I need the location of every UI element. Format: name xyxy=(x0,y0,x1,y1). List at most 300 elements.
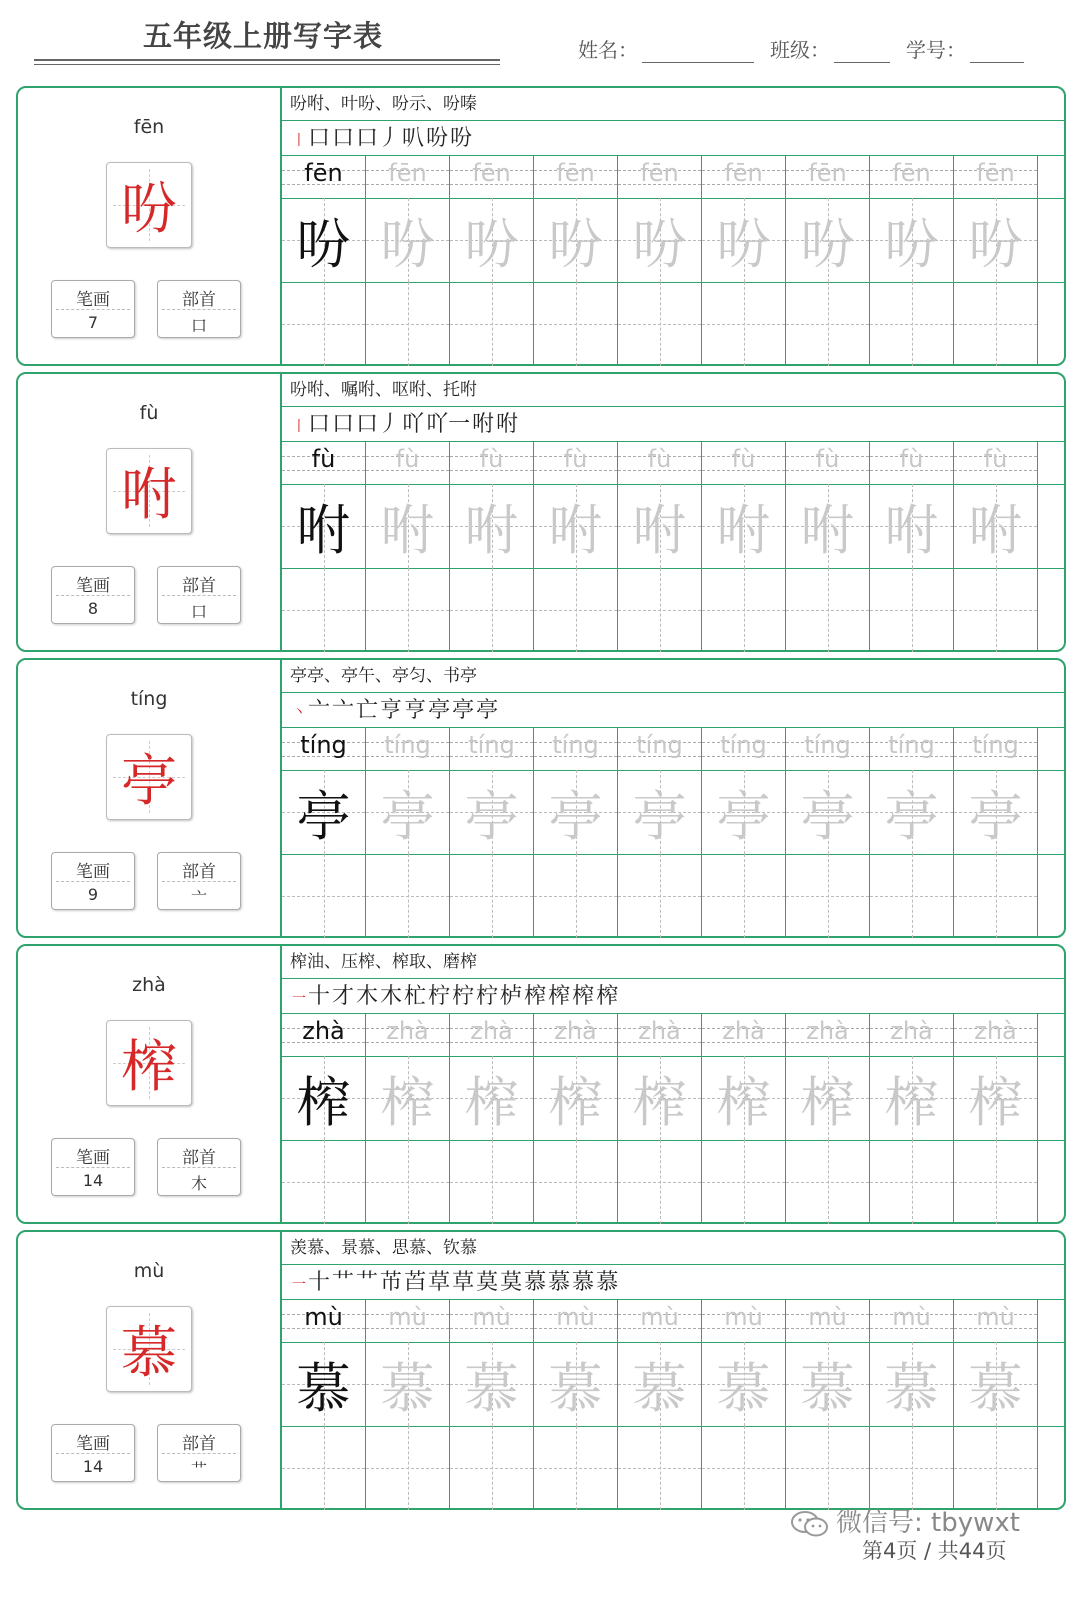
blank-cell[interactable] xyxy=(450,282,534,366)
character-cell[interactable] xyxy=(702,1056,786,1140)
pinyin-cell[interactable] xyxy=(618,728,702,770)
character-cell[interactable] xyxy=(282,1342,366,1426)
blank-cell[interactable] xyxy=(702,854,786,938)
blank-cell[interactable] xyxy=(366,1140,450,1224)
blank-cell[interactable] xyxy=(366,1426,450,1510)
character-cell[interactable] xyxy=(954,1056,1038,1140)
stroke-step: 吖一 xyxy=(426,412,471,437)
pinyin-cell[interactable] xyxy=(954,442,1038,484)
character-trace: 吩 xyxy=(380,212,435,276)
stroke-step: 口 xyxy=(332,412,355,437)
character-cell[interactable] xyxy=(618,484,702,568)
stroke-step: 亭 xyxy=(476,698,499,723)
pinyin-cell[interactable] xyxy=(450,1300,534,1342)
stroke-order-row xyxy=(282,1265,1064,1300)
stroke-step: 十 xyxy=(308,1270,331,1295)
blank-cell[interactable] xyxy=(282,854,366,938)
pinyin-cell[interactable] xyxy=(954,156,1038,198)
pinyin-trace: fù xyxy=(563,445,588,473)
name-blank[interactable] xyxy=(642,42,754,63)
character-cell[interactable] xyxy=(534,770,618,854)
character-glyph: 咐 xyxy=(121,463,177,528)
stroke-step: 杧 xyxy=(404,984,427,1009)
practice-grid xyxy=(282,156,1064,366)
character-cell[interactable] xyxy=(534,1056,618,1140)
pinyin-cell[interactable] xyxy=(870,1300,954,1342)
character-display-box xyxy=(106,448,192,534)
character-cell[interactable] xyxy=(954,770,1038,854)
character-trace: 榨 xyxy=(716,1070,771,1134)
character-cell[interactable] xyxy=(954,484,1038,568)
pinyin-trace: fù xyxy=(899,445,924,473)
character-trace: 咐 xyxy=(548,498,603,562)
pinyin-model: fù xyxy=(311,445,336,473)
blank-cell[interactable] xyxy=(954,1140,1038,1224)
character-cell[interactable] xyxy=(366,770,450,854)
pinyin-trace: tíng xyxy=(720,731,767,759)
character-cell[interactable] xyxy=(450,198,534,282)
pinyin-trace: mù xyxy=(808,1303,847,1331)
blank-cell[interactable] xyxy=(450,1140,534,1224)
pinyin-trace: fēn xyxy=(724,159,763,187)
radical-label: 部首 xyxy=(182,290,216,310)
pinyin-cell[interactable] xyxy=(702,1300,786,1342)
pinyin-cell[interactable] xyxy=(534,442,618,484)
example-words: 吩咐、叶吩、吩示、吩嗪 xyxy=(282,88,1064,121)
pinyin-cell[interactable] xyxy=(366,156,450,198)
character-pinyin: mù xyxy=(133,1260,165,1282)
pinyin-cell[interactable] xyxy=(366,728,450,770)
character-cell[interactable] xyxy=(870,1342,954,1426)
pinyin-cell[interactable] xyxy=(618,1300,702,1342)
character-practice-row xyxy=(282,198,1064,283)
pinyin-cell[interactable] xyxy=(870,1014,954,1056)
pinyin-cell[interactable] xyxy=(618,156,702,198)
pinyin-trace: fēn xyxy=(892,159,931,187)
blank-cell[interactable] xyxy=(366,568,450,652)
character-cell[interactable] xyxy=(786,1342,870,1426)
character-cell[interactable] xyxy=(450,770,534,854)
practice-grid xyxy=(282,1014,1064,1224)
blank-cell[interactable] xyxy=(618,1426,702,1510)
radical-label: 部首 xyxy=(182,1148,216,1168)
character-model: 慕 xyxy=(296,1356,351,1420)
pinyin-cell[interactable] xyxy=(870,156,954,198)
character-cell[interactable] xyxy=(702,198,786,282)
pinyin-trace: tíng xyxy=(552,731,599,759)
stroke-step: 慕 xyxy=(572,1270,595,1295)
student-id-blank[interactable] xyxy=(970,42,1024,63)
blank-cell[interactable] xyxy=(954,854,1038,938)
stroke-step: 木 xyxy=(356,984,379,1009)
pinyin-trace: tíng xyxy=(888,731,935,759)
pinyin-cell[interactable] xyxy=(282,728,366,770)
character-trace: 亭 xyxy=(800,784,855,848)
pinyin-trace: zhà xyxy=(722,1017,765,1045)
character-cell[interactable] xyxy=(702,1342,786,1426)
character-trace: 榨 xyxy=(800,1070,855,1134)
pinyin-trace: mù xyxy=(892,1303,931,1331)
stroke-step: 草 xyxy=(428,1270,451,1295)
practice-area xyxy=(282,374,1064,650)
student-id-field[interactable] xyxy=(906,34,1024,63)
blank-cell[interactable] xyxy=(702,1140,786,1224)
stroke-step: 榨 xyxy=(524,984,547,1009)
character-cell[interactable] xyxy=(282,484,366,568)
pinyin-trace: fù xyxy=(731,445,756,473)
character-pinyin: tíng xyxy=(130,688,168,710)
character-trace: 咐 xyxy=(800,498,855,562)
blank-cell[interactable] xyxy=(702,568,786,652)
blank-cell[interactable] xyxy=(366,282,450,366)
character-cell[interactable] xyxy=(618,1342,702,1426)
character-cell[interactable] xyxy=(786,484,870,568)
character-cell[interactable] xyxy=(870,770,954,854)
blank-cell[interactable] xyxy=(702,1426,786,1510)
pinyin-cell[interactable] xyxy=(450,442,534,484)
pinyin-cell[interactable] xyxy=(534,1014,618,1056)
stroke-count-value: 14 xyxy=(82,1457,104,1476)
class-field[interactable] xyxy=(770,34,890,63)
class-label: 班级： xyxy=(770,38,830,62)
class-blank[interactable] xyxy=(834,42,890,63)
pinyin-model: fēn xyxy=(304,159,343,187)
blank-cell[interactable] xyxy=(618,282,702,366)
practice-grid xyxy=(282,442,1064,652)
pinyin-practice-row xyxy=(282,1300,1064,1343)
blank-cell[interactable] xyxy=(954,1426,1038,1510)
radical-value: 口 xyxy=(190,602,207,621)
stroke-step: 亡 xyxy=(356,698,379,723)
stroke-step: 亠 xyxy=(332,698,355,723)
pinyin-cell[interactable] xyxy=(618,1014,702,1056)
radical-label: 部首 xyxy=(182,576,216,596)
stroke-step: 苩 xyxy=(404,1270,427,1295)
stroke-step: 艹 xyxy=(356,1270,379,1295)
character-practice-row xyxy=(282,770,1064,855)
pinyin-cell[interactable] xyxy=(450,156,534,198)
radical-value: 木 xyxy=(190,1174,207,1193)
character-glyph: 榨 xyxy=(121,1035,177,1100)
character-trace: 榨 xyxy=(464,1070,519,1134)
practice-area xyxy=(282,1232,1064,1508)
pinyin-trace: fēn xyxy=(808,159,847,187)
pinyin-cell[interactable] xyxy=(702,728,786,770)
blank-cell[interactable] xyxy=(282,1140,366,1224)
pinyin-model: mù xyxy=(304,1303,343,1331)
blank-cell[interactable] xyxy=(870,1140,954,1224)
pinyin-cell[interactable] xyxy=(954,1014,1038,1056)
character-block xyxy=(16,372,1066,652)
character-trace: 慕 xyxy=(380,1356,435,1420)
character-cell[interactable] xyxy=(450,1342,534,1426)
pinyin-trace: zhà xyxy=(806,1017,849,1045)
character-trace: 慕 xyxy=(716,1356,771,1420)
blank-cell[interactable] xyxy=(954,282,1038,366)
pinyin-trace: zhà xyxy=(386,1017,429,1045)
stroke-step: 吖 xyxy=(402,412,425,437)
pinyin-cell[interactable] xyxy=(870,728,954,770)
character-cell[interactable] xyxy=(954,1342,1038,1426)
blank-cell[interactable] xyxy=(534,854,618,938)
pinyin-cell[interactable] xyxy=(534,728,618,770)
pinyin-trace: fù xyxy=(815,445,840,473)
character-trace: 慕 xyxy=(548,1356,603,1420)
pinyin-cell[interactable] xyxy=(954,728,1038,770)
blank-cell[interactable] xyxy=(618,854,702,938)
pinyin-cell[interactable] xyxy=(282,442,366,484)
stroke-count-label: 笔画 xyxy=(76,862,110,882)
stroke-step: 口丿 xyxy=(356,126,401,151)
stroke-step: 口 xyxy=(308,412,331,437)
character-display-box xyxy=(106,1020,192,1106)
pinyin-cell[interactable] xyxy=(534,156,618,198)
character-cell[interactable] xyxy=(786,1056,870,1140)
pinyin-trace: zhà xyxy=(554,1017,597,1045)
character-cell[interactable] xyxy=(870,484,954,568)
pinyin-cell[interactable] xyxy=(786,156,870,198)
stroke-order-row xyxy=(282,121,1064,156)
pinyin-trace: tíng xyxy=(804,731,851,759)
character-cell[interactable] xyxy=(450,484,534,568)
pinyin-trace: mù xyxy=(724,1303,763,1331)
pinyin-cell[interactable] xyxy=(366,1014,450,1056)
stroke-step: 柠 xyxy=(452,984,475,1009)
character-cell[interactable] xyxy=(618,198,702,282)
character-trace: 咐 xyxy=(968,498,1023,562)
stroke-step: 才 xyxy=(332,984,355,1009)
pinyin-cell[interactable] xyxy=(282,1014,366,1056)
blank-cell[interactable] xyxy=(786,282,870,366)
character-practice-row xyxy=(282,1056,1064,1141)
page-title: 五年级上册写字表 xyxy=(143,19,384,53)
stroke-order-row xyxy=(282,407,1064,442)
radical-box xyxy=(157,280,241,338)
blank-cell[interactable] xyxy=(870,854,954,938)
stroke-step: 慕 xyxy=(524,1270,547,1295)
stroke-step: 榨 xyxy=(596,984,619,1009)
blank-cell[interactable] xyxy=(366,854,450,938)
character-trace: 吩 xyxy=(632,212,687,276)
character-cell[interactable] xyxy=(954,198,1038,282)
blank-cell[interactable] xyxy=(702,282,786,366)
character-trace: 慕 xyxy=(632,1356,687,1420)
pinyin-cell[interactable] xyxy=(282,1300,366,1342)
character-block xyxy=(16,86,1066,366)
stroke-step: 叭 xyxy=(402,126,425,151)
character-pinyin: fēn xyxy=(133,116,165,138)
character-trace: 吩 xyxy=(800,212,855,276)
character-trace: 吩 xyxy=(884,212,939,276)
character-trace: 亭 xyxy=(548,784,603,848)
character-trace: 咐 xyxy=(632,498,687,562)
practice-area xyxy=(282,660,1064,936)
blank-cell[interactable] xyxy=(618,1140,702,1224)
blank-cell[interactable] xyxy=(954,568,1038,652)
stroke-step: 口 xyxy=(308,126,331,151)
stroke-count-value: 8 xyxy=(87,599,99,618)
character-cell[interactable] xyxy=(534,1342,618,1426)
stroke-step: 亭 xyxy=(428,698,451,723)
pinyin-cell[interactable] xyxy=(786,1300,870,1342)
character-cell[interactable] xyxy=(366,1342,450,1426)
stroke-step: 咐 xyxy=(472,412,495,437)
pinyin-practice-row xyxy=(282,442,1064,485)
page-number: 第4页 / 共44页 xyxy=(862,1539,1007,1563)
example-words: 榨油、压榨、榨取、磨榨 xyxy=(282,946,1064,979)
stroke-count-value: 7 xyxy=(87,313,99,332)
character-cell[interactable] xyxy=(786,198,870,282)
blank-cell[interactable] xyxy=(870,568,954,652)
pinyin-trace: zhà xyxy=(470,1017,513,1045)
pinyin-trace: fēn xyxy=(472,159,511,187)
stroke-step: 慕 xyxy=(548,1270,571,1295)
character-cell[interactable] xyxy=(366,484,450,568)
blank-cell[interactable] xyxy=(786,1426,870,1510)
title-underline xyxy=(34,59,500,61)
pinyin-trace: mù xyxy=(976,1303,1015,1331)
pinyin-cell[interactable] xyxy=(450,728,534,770)
character-info-panel xyxy=(18,946,280,1222)
stroke-count-value: 9 xyxy=(87,885,99,904)
character-trace: 吩 xyxy=(548,212,603,276)
stroke-count-box xyxy=(51,1424,135,1482)
character-model: 亭 xyxy=(296,784,351,848)
blank-cell[interactable] xyxy=(870,1426,954,1510)
blank-practice-row xyxy=(282,854,1064,938)
character-trace: 榨 xyxy=(884,1070,939,1134)
stroke-step: 亭 xyxy=(452,698,475,723)
pinyin-trace: fēn xyxy=(388,159,427,187)
character-cell[interactable] xyxy=(450,1056,534,1140)
name-label: 姓名： xyxy=(578,38,638,62)
pinyin-cell[interactable] xyxy=(954,1300,1038,1342)
pinyin-cell[interactable] xyxy=(366,442,450,484)
stroke-step: 吩 xyxy=(426,126,449,151)
pinyin-cell[interactable] xyxy=(366,1300,450,1342)
student-id-label: 学号： xyxy=(906,38,966,62)
character-glyph: 吩 xyxy=(121,177,177,242)
character-model: 吩 xyxy=(296,212,351,276)
blank-cell[interactable] xyxy=(450,568,534,652)
title-underline-thin xyxy=(34,64,500,65)
stroke-step: 丨 xyxy=(292,133,306,149)
character-trace: 慕 xyxy=(464,1356,519,1420)
character-info-panel xyxy=(18,1232,280,1508)
pinyin-cell[interactable] xyxy=(786,442,870,484)
practice-area xyxy=(282,88,1064,364)
blank-cell[interactable] xyxy=(534,282,618,366)
radical-box xyxy=(157,1424,241,1482)
blank-cell[interactable] xyxy=(450,854,534,938)
character-cell[interactable] xyxy=(870,1056,954,1140)
name-field[interactable] xyxy=(578,34,754,63)
stroke-step: 木 xyxy=(380,984,403,1009)
radical-box xyxy=(157,852,241,910)
blank-cell[interactable] xyxy=(282,1426,366,1510)
character-block xyxy=(16,658,1066,938)
stroke-count-box xyxy=(51,1138,135,1196)
character-cell[interactable] xyxy=(282,770,366,854)
stroke-count-label: 笔画 xyxy=(76,1148,110,1168)
blank-cell[interactable] xyxy=(786,568,870,652)
character-trace: 榨 xyxy=(380,1070,435,1134)
pinyin-trace: mù xyxy=(388,1303,427,1331)
pinyin-trace: tíng xyxy=(384,731,431,759)
pinyin-cell[interactable] xyxy=(870,442,954,484)
character-display-box xyxy=(106,162,192,248)
blank-cell[interactable] xyxy=(786,1140,870,1224)
pinyin-cell[interactable] xyxy=(282,156,366,198)
blank-cell[interactable] xyxy=(450,1426,534,1510)
character-cell[interactable] xyxy=(282,1056,366,1140)
character-block xyxy=(16,1230,1066,1510)
character-cell[interactable] xyxy=(534,198,618,282)
pinyin-trace: mù xyxy=(640,1303,679,1331)
pinyin-cell[interactable] xyxy=(534,1300,618,1342)
stroke-step: 丨 xyxy=(292,419,306,435)
pinyin-cell[interactable] xyxy=(450,1014,534,1056)
character-cell[interactable] xyxy=(534,484,618,568)
blank-cell[interactable] xyxy=(534,1140,618,1224)
stroke-step: 榨 xyxy=(548,984,571,1009)
blank-cell[interactable] xyxy=(534,568,618,652)
radical-box xyxy=(157,566,241,624)
pinyin-trace: tíng xyxy=(636,731,683,759)
character-trace: 慕 xyxy=(968,1356,1023,1420)
character-display-box xyxy=(106,734,192,820)
pinyin-cell[interactable] xyxy=(786,1014,870,1056)
blank-cell[interactable] xyxy=(870,282,954,366)
character-cell[interactable] xyxy=(366,198,450,282)
wechat-icon xyxy=(790,1510,830,1538)
pinyin-cell[interactable] xyxy=(702,442,786,484)
character-trace: 吩 xyxy=(716,212,771,276)
example-words: 吩咐、嘱咐、呕咐、托咐 xyxy=(282,374,1064,407)
pinyin-cell[interactable] xyxy=(702,1014,786,1056)
character-cell[interactable] xyxy=(618,1056,702,1140)
blank-cell[interactable] xyxy=(282,282,366,366)
character-trace: 亭 xyxy=(968,784,1023,848)
pinyin-cell[interactable] xyxy=(786,728,870,770)
character-pinyin: zhà xyxy=(132,974,166,996)
character-cell[interactable] xyxy=(702,770,786,854)
blank-cell[interactable] xyxy=(786,854,870,938)
character-cell[interactable] xyxy=(786,770,870,854)
character-cell[interactable] xyxy=(618,770,702,854)
character-trace: 吩 xyxy=(464,212,519,276)
pinyin-cell[interactable] xyxy=(702,156,786,198)
character-trace: 慕 xyxy=(884,1356,939,1420)
blank-cell[interactable] xyxy=(534,1426,618,1510)
blank-cell[interactable] xyxy=(282,568,366,652)
character-trace: 榨 xyxy=(548,1070,603,1134)
practice-grid xyxy=(282,1300,1064,1510)
character-cell[interactable] xyxy=(870,198,954,282)
blank-cell[interactable] xyxy=(618,568,702,652)
pinyin-trace: zhà xyxy=(890,1017,933,1045)
pinyin-trace: fēn xyxy=(640,159,679,187)
blank-practice-row xyxy=(282,1140,1064,1224)
stroke-count-box xyxy=(51,566,135,624)
character-cell[interactable] xyxy=(702,484,786,568)
stroke-count-label: 笔画 xyxy=(76,576,110,596)
pinyin-cell[interactable] xyxy=(618,442,702,484)
character-trace: 咐 xyxy=(884,498,939,562)
pinyin-trace: tíng xyxy=(972,731,1019,759)
character-cell[interactable] xyxy=(366,1056,450,1140)
character-cell[interactable] xyxy=(282,198,366,282)
